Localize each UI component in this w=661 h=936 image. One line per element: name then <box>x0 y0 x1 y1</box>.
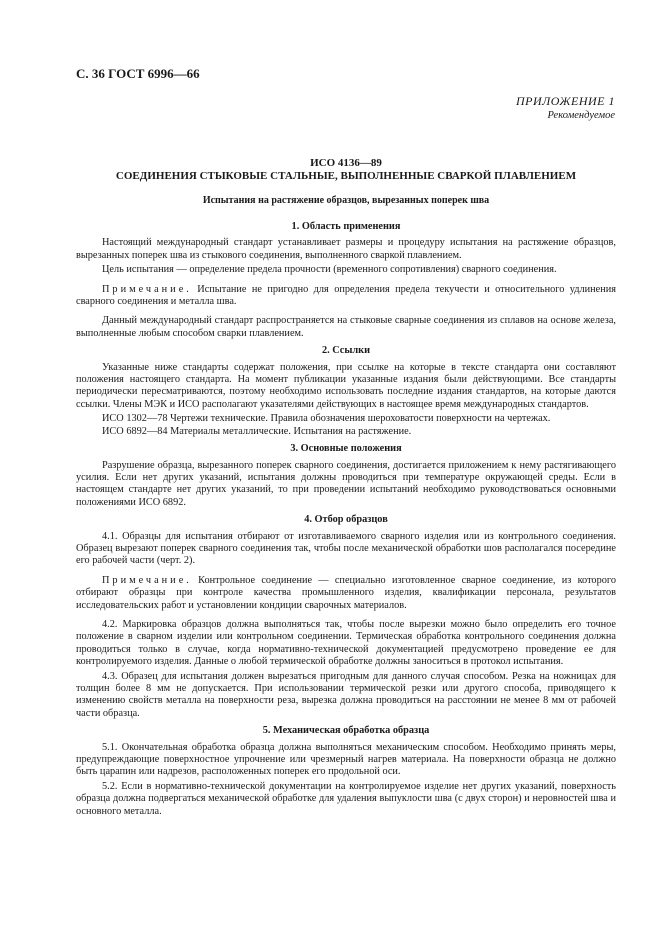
paragraph: 4.1. Образцы для испытания отбирают от изготавливаемого сварного изделия или из контрольного соединения. Образец вырезают поперек сварного соединения так, чтобы после механической обработки шов располагался посередине его рабочей части (черт. 2). <box>76 530 616 567</box>
iso-number: ИСО 4136—89 <box>310 157 382 169</box>
paragraph: Указанные ниже стандарты содержат положения, при ссылке на которые в тексте стандарта они составляют положения настоящего стандарта. На момент публикации указанные издания были действующими. Все стандарты периодически пересматриваются, поэтому необходимо использовать последние издания стандартов, на которые даются ссылки. Члены МЭК и ИСО располагают указателями действующих в настоящее время международных стандартов. <box>76 361 616 410</box>
section-heading-scope: 1. Область применения <box>291 221 401 232</box>
note-paragraph <box>76 575 616 612</box>
reference-item: ИСО 6892—84 Материалы металлические. Испытания на растяжение. <box>102 425 412 437</box>
document-title: СОЕДИНЕНИЯ СТЫКОВЫЕ СТАЛЬНЫЕ, ВЫПОЛНЕННЫЕ СВАРКОЙ ПЛАВЛЕНИЕМ <box>115 170 577 182</box>
paragraph: 5.1. Окончательная обработка образца должна выполняться механическим способом. Необходимо принять меры, предупреждающие поверхностное упрочнение или чрезмерный нагрев материала. На поверхности образца не должно быть царапин или надрезов, расположенных поперек его продольной оси. <box>76 741 616 778</box>
section-heading-general: 3. Основные положения <box>290 443 402 455</box>
appendix-status: Рекомендуемое <box>547 110 615 121</box>
page-header: С. 36 ГОСТ 6996—66 <box>76 66 200 81</box>
paragraph: Настоящий международный стандарт устанавливает размеры и процедуру испытания на растяжение образцов, вырезанных поперек шва из стыкового соединения, выполненного сваркой плавлением. <box>76 237 616 261</box>
section-heading-machining: 5. Механическая обработка образца <box>262 725 430 737</box>
paragraph: 4.2. Маркировка образцов должна выполняться так, чтобы после вырезки можно было определить его точное положение в сварном изделии или контрольном соединении. Термическая обработка контрольного соединения должна проводиться только в случае, когда нормативно-технической документацией предусмотрено проведение ее для контролируемого изделия. Данные о любой термической обработке должны заноситься в протокол испытания. <box>76 618 616 668</box>
paragraph: Данный международный стандарт распространяется на стыковые сварные соединения из сплавов на основе железа, выполненные любым способом сварки плавлением. <box>76 315 616 339</box>
note-label: Примечание. <box>102 283 192 295</box>
note-label: Примечание. <box>102 574 192 586</box>
paragraph: Цель испытания — определение предела прочности (временного сопротивления) сварного соединения. <box>102 264 557 276</box>
paragraph: Разрушение образца, вырезанного поперек сварного соединения, достигается приложением к нему растягивающего усилия. Если нет других указаний, испытания должны проводиться при температуре окружающей среды. Если в настоящем стандарте нет других указаний, то при проведении испытаний необходимо руководствоваться основными положениями ИСО 6892. <box>76 459 616 508</box>
section-heading-references: 2. Ссылки <box>321 345 371 357</box>
reference-item: ИСО 1302—78 Чертежи технические. Правила обозначения шероховатости поверхности на чертежах. <box>102 413 551 425</box>
document-body <box>76 216 616 820</box>
note-text: Контрольное соединение — специально изготовленное сварное соединение, из которого отбирают образцы при контроле качества промышленного изделия, квалификации персонала, результатов исследовательских работ и установлении кондиции сварочных материалов. <box>76 574 616 611</box>
note-paragraph <box>76 284 616 309</box>
note-text: Испытание не пригодно для определения предела текучести и относительного удлинения сварного соединения и металла шва. <box>76 283 616 308</box>
appendix-block <box>516 94 615 121</box>
paragraph: 5.2. Если в нормативно-технической документации на контролируемое изделие нет других указаний, поверхность образца должна подвергаться механической обработке для удаления выпуклости шва (с двух сторон) и неровностей шва и основного металла. <box>76 780 616 817</box>
document-subtitle: Испытания на растяжение образцов, вырезанных поперек шва <box>202 195 490 206</box>
section-heading-sampling: 4. Отбор образцов <box>304 514 388 526</box>
appendix-label: ПРИЛОЖЕНИЕ 1 <box>516 94 615 108</box>
paragraph: 4.3. Образец для испытания должен вырезаться пригодным для данного случая способом. Резка на ножницах для толщин более 8 мм не допускается. При использовании термической резки или другого способа, приводящего к изменению свойств металла на поверхности реза, вырезка должна проводиться на расстоянии не менее 8 мм от рабочей части образца. <box>76 670 616 719</box>
